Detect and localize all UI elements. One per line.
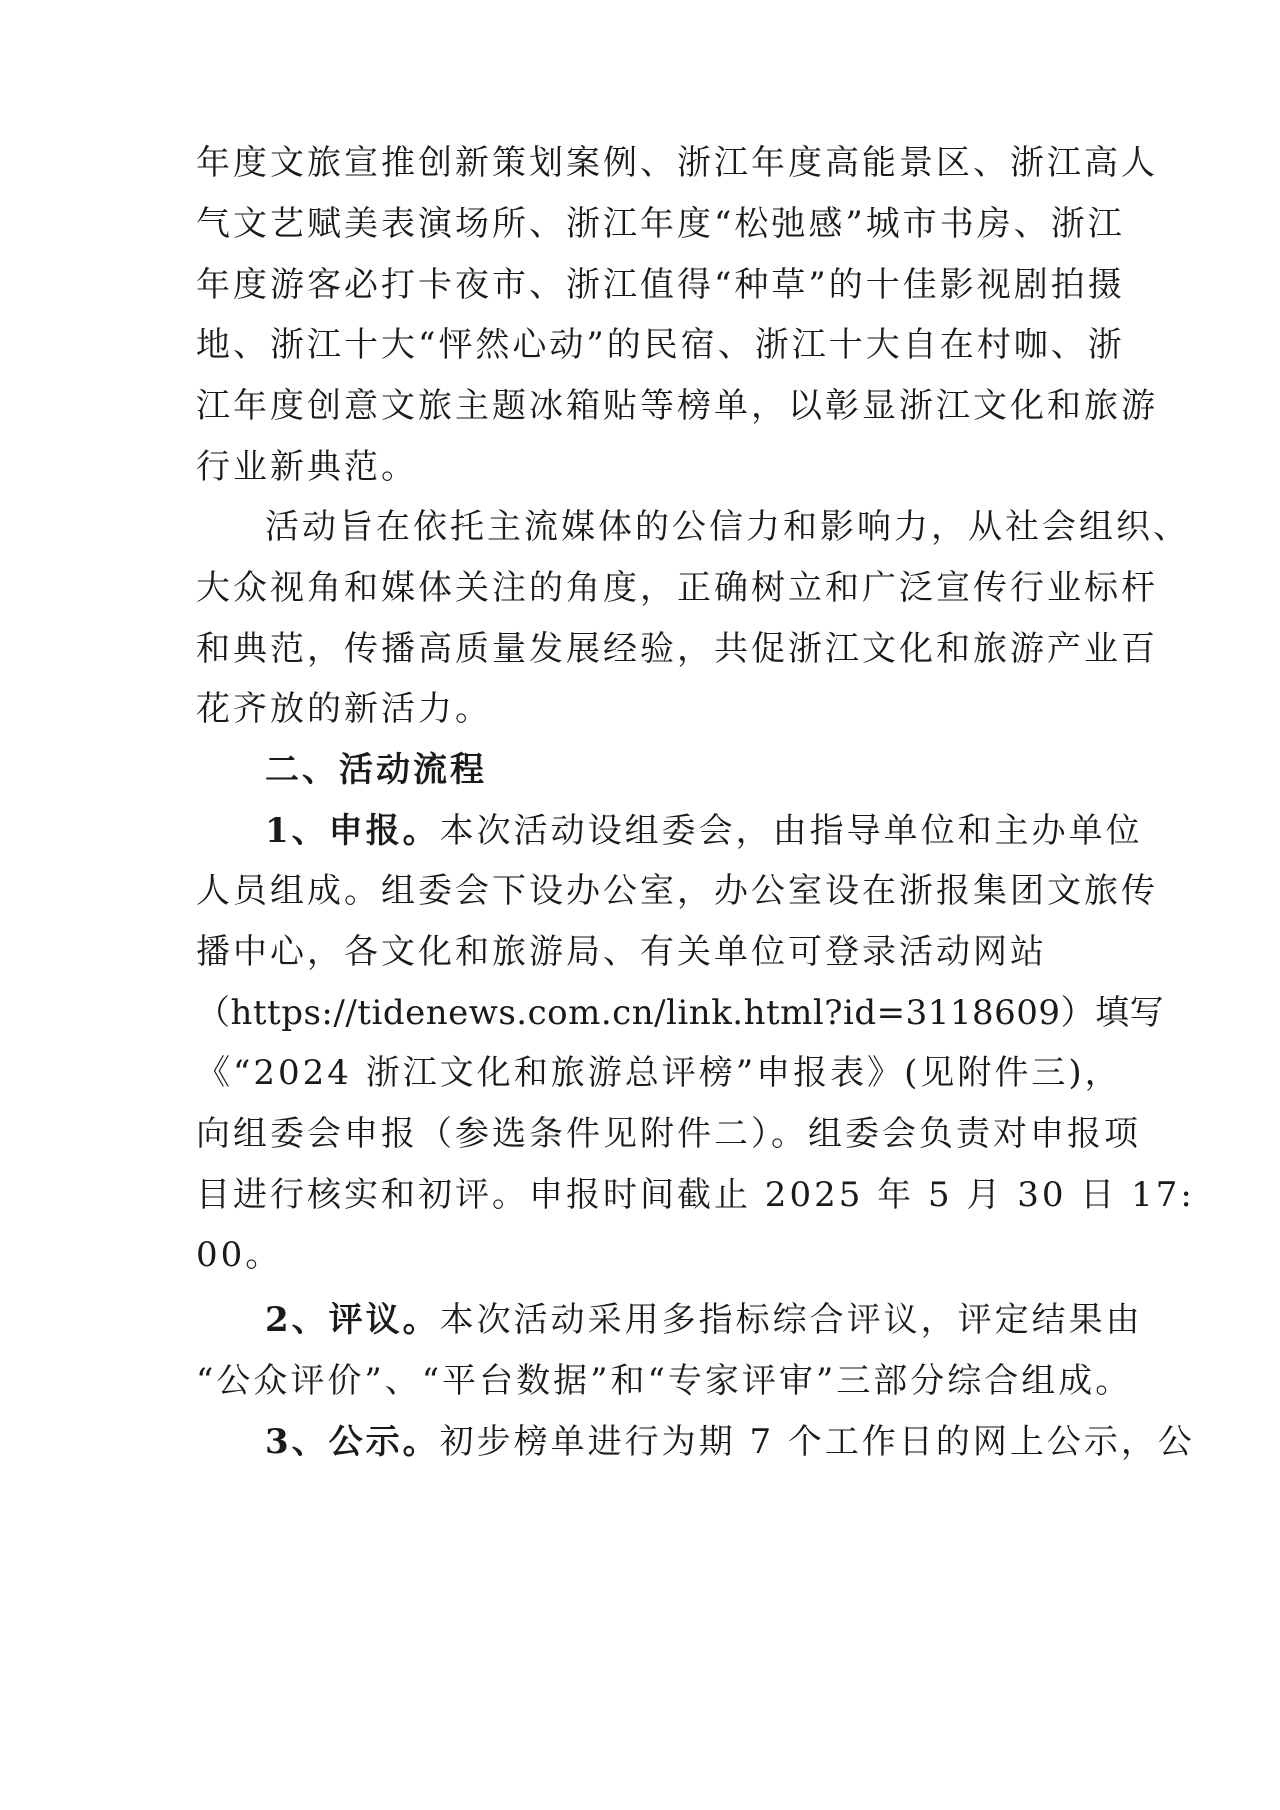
text-line: 00。 bbox=[196, 1235, 283, 1275]
step-2-text: 本次活动采用多指标综合评议，评定结果由 bbox=[439, 1300, 1143, 1340]
text-line: 年度文旅宣推创新策划案例、浙江年度高能景区、浙江高人 bbox=[196, 143, 1158, 183]
text-line: 地、浙江十大“怦然心动”的民宿、浙江十大自在村咖、浙 bbox=[196, 325, 1125, 365]
text-line: 大众视角和媒体关注的角度，正确树立和广泛宣传行业标杆 bbox=[196, 568, 1158, 608]
text-line: 江年度创意文旅主题冰箱贴等榜单，以彰显浙江文化和旅游 bbox=[196, 386, 1158, 426]
step-1-lead: 1、申报。 bbox=[265, 811, 440, 851]
step-2-lead: 2、评议。 bbox=[265, 1300, 440, 1340]
text-line: 向组委会申报（参选条件见附件二）。组委会负责对申报项 bbox=[196, 1114, 1141, 1154]
text-line: 行业新典范。 bbox=[196, 447, 418, 487]
text-line: 气文艺赋美表演场所、浙江年度“松弛感”城市书房、浙江 bbox=[196, 204, 1125, 244]
text-line: 活动旨在依托主流媒体的公信力和影响力，从社会组织、 bbox=[265, 507, 1190, 547]
text-line: “公众评价”、“平台数据”和“专家评审”三部分综合组成。 bbox=[196, 1361, 1133, 1401]
url-line: （https://tidenews.com.cn/link.html?id=3118609）填写 bbox=[196, 993, 1165, 1033]
text-line: 花齐放的新活力。 bbox=[196, 689, 492, 729]
text-line: 和典范，传播高质量发展经验，共促浙江文化和旅游产业百 bbox=[196, 629, 1158, 669]
text-line: 人员组成。组委会下设办公室，办公室设在浙报集团文旅传 bbox=[196, 871, 1158, 911]
step-3-lead: 3、公示。 bbox=[265, 1422, 440, 1462]
text-line: 目进行核实和初评。申报时间截止 2025 年 5 月 30 日 17: bbox=[196, 1175, 1195, 1215]
step-1-text: 本次活动设组委会，由指导单位和主办单位 bbox=[439, 811, 1143, 851]
text-line: 播中心，各文化和旅游局、有关单位可登录活动网站 bbox=[196, 932, 1047, 972]
text-line: 年度游客必打卡夜市、浙江值得“种草”的十佳影视剧拍摄 bbox=[196, 265, 1125, 305]
step-1-first-line bbox=[265, 811, 1165, 851]
step-2-first-line bbox=[265, 1300, 1165, 1340]
section-heading: 二、活动流程 bbox=[265, 750, 487, 790]
step-3-first-line bbox=[265, 1422, 1195, 1462]
text-line: 《“2024 浙江文化和旅游总评榜”申报表》(见附件三)， bbox=[196, 1053, 1122, 1093]
step-3-text: 初步榜单进行为期 7 个工作日的网上公示，公 bbox=[439, 1422, 1195, 1462]
